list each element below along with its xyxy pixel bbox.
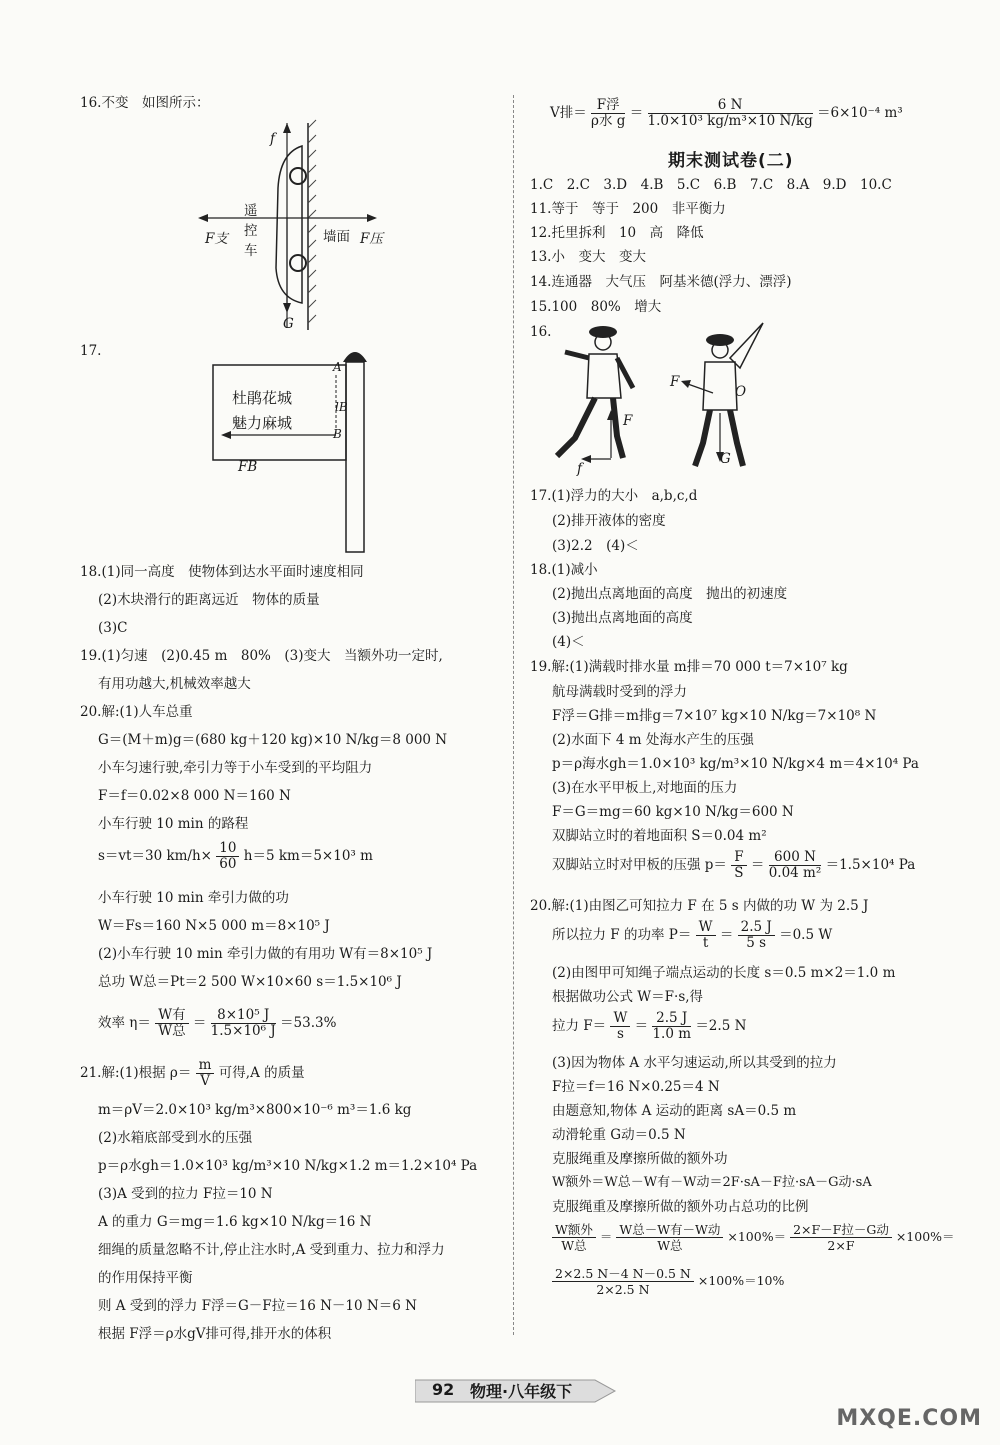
r-q17-line-1: 17.(1)浮力的大小 a,b,c,d	[530, 488, 698, 504]
q16r-f-label: f	[577, 461, 582, 477]
q20-line-5: 小车行驶 10 min 的路程	[98, 816, 249, 832]
r-q18-line-2: (2)抛出点离地面的高度 抛出的初速度	[552, 586, 788, 602]
q18-line-2: (2)木块滑行的距离远近 物体的质量	[98, 592, 320, 608]
r-q19-pressure-equation: 双脚站立时对甲板的压强 p＝ $\frac{F}{S}$ ＝ $\frac{600 N}{\text{0.04 m²}}$ ＝1.5×10⁴ Pa	[552, 849, 916, 881]
q17-fb-label: FB	[238, 459, 258, 475]
r-q20-force-equation: 拉力 F＝ $\frac{W}{s}$ ＝ $\frac{2.5 J}{1.0 m}$ ＝2.5 N	[552, 1010, 747, 1042]
q16r-F2-label: F	[670, 374, 680, 390]
q21-line-5: (3)A 受到的拉力 F拉＝10 N	[98, 1186, 273, 1202]
r-q18-line-3: (3)抛出点离地面的高度	[552, 610, 693, 626]
q16-f-label: f	[270, 131, 275, 147]
q20-distance-equation: s＝vt＝30 km/h× $\frac{10}{60}$ h＝5 km＝5×10³ m	[98, 840, 373, 872]
q16r-F-label: F	[623, 413, 633, 429]
q17-lb-label: lB	[335, 400, 348, 414]
q16-car-label-1: 遥	[244, 203, 258, 219]
q17-a-label: A	[333, 360, 342, 374]
q16-fz-label: F支	[205, 231, 228, 247]
q21-line-9: 则 A 受到的浮力 F浮＝G－F拉＝16 N－10 N＝6 N	[98, 1298, 417, 1314]
r-q20-line-9: 克服绳重及摩擦所做的额外功	[552, 1151, 728, 1167]
r-answer-11: 11.等于 等于 200 非平衡力	[530, 201, 726, 217]
q20-line-4: F＝f＝0.02×8 000 N＝160 N	[98, 788, 291, 804]
footer-title: 物理·八年级下	[470, 1382, 573, 1401]
r-q20-line-11: 克服绳重及摩擦所做的额外功占总功的比例	[552, 1199, 809, 1215]
r-answer-1: 1.C 2.C 3.D 4.B 5.C 6.B 7.C 8.A 9.D 10.C	[530, 177, 892, 193]
q21-line-8: 的作用保持平衡	[98, 1270, 193, 1286]
r-q20-ratio-equation-2: $\frac{2\times 2.5 N-4 N-0.5 N}{2\times 2.5 N}$ ×100%＝10%	[552, 1266, 784, 1297]
q19-line-1: 19.(1)匀速 (2)0.45 m 80% (3)变大 当额外功一定时,	[80, 648, 443, 664]
q16-fy-label: F压	[360, 231, 383, 247]
r-q19-line-7: F＝G＝mg＝60 kg×10 N/kg＝600 N	[552, 804, 794, 820]
r-q19-line-3: F浮＝G排＝m排g＝7×10⁷ kg×10 N/kg＝7×10⁸ N	[552, 708, 877, 724]
q16r-O-label: O	[735, 384, 747, 400]
q21-line-6: A 的重力 G＝mg＝1.6 kg×10 N/kg＝16 N	[98, 1214, 372, 1230]
r-q18-line-1: 18.(1)减小	[530, 562, 598, 578]
q17-b-label: B	[333, 427, 342, 441]
page-number: 92	[432, 1380, 455, 1399]
q17-label: 17.	[80, 343, 102, 359]
q20-line-6: 小车行驶 10 min 牵引力做的功	[98, 890, 289, 906]
q20-line-1: 20.解:(1)人车总重	[80, 704, 193, 720]
r-answer-12: 12.托里拆利 10 高 降低	[530, 225, 704, 241]
r-q20-power-equation: 所以拉力 F 的功率 P＝ $\frac{W}{t}$ ＝ $\frac{2.5 J}{5 s}$ ＝0.5 W	[552, 919, 833, 951]
q20-line-8: (2)小车行驶 10 min 牵引力做的有用功 W有＝8×10⁵ J	[98, 946, 433, 962]
v-displaced-equation: V排＝ $\frac{\text{F浮}}{\text{ρ水 g}}$ ＝ $\frac{6 N}{\text{1.0×10³ kg/m³×10 N/kg}}$ ＝6×10⁻⁴ m³	[550, 97, 903, 129]
q21-line-2: m＝ρV＝2.0×10³ kg/m³×800×10⁻⁶ m³＝1.6 kg	[98, 1102, 412, 1118]
r-answer-14: 14.连通器 大气压 阿基米德(浮力、漂浮)	[530, 274, 792, 290]
r-q20-line-3: (2)由图甲可知绳子端点运动的长度 s＝0.5 m×2＝1.0 m	[552, 965, 896, 981]
watermark-text: MXQE.COM	[836, 1406, 982, 1431]
r-q20-line-4: 根据做功公式 W＝F·s,得	[552, 989, 704, 1005]
r-q19-line-1: 19.解:(1)满载时排水量 m排＝70 000 t＝7×10⁷ kg	[530, 659, 848, 675]
column-divider	[513, 95, 514, 1335]
q17-billboard-diagram	[205, 340, 385, 555]
q21-line-1: 21.解:(1)根据 ρ＝ $\frac{m}{V}$ 可得,A 的质量	[80, 1057, 305, 1089]
q16-car-label-2: 控	[244, 223, 258, 239]
section-title: 期末测试卷(二)	[668, 151, 794, 171]
r-answer-13: 13.小 变大 变大	[530, 249, 646, 265]
r-q19-line-5: p＝ρ海水gh＝1.0×10³ kg/m³×10 N/kg×4 m＝4×10⁴ Pa	[552, 756, 919, 772]
q16-force-diagram	[190, 118, 390, 333]
r-q20-line-1: 20.解:(1)由图乙可知拉力 F 在 5 s 内做的功 W 为 2.5 J	[530, 898, 869, 914]
sign-line-1: 杜鹃花城	[232, 389, 293, 407]
q16-answer: 16.不变 如图所示：	[80, 95, 210, 111]
r-q17-line-3: (3)2.2 (4)＜	[552, 538, 639, 554]
r-q19-line-8: 双脚站立时的着地面积 S＝0.04 m²	[552, 828, 767, 844]
q18-line-3: (3)C	[98, 620, 128, 636]
r-q20-line-6: F拉＝f＝16 N×0.25＝4 N	[552, 1079, 720, 1095]
q20-line-3: 小车匀速行驶,牵引力等于小车受到的平均阻力	[98, 760, 373, 776]
r-q18-line-4: (4)＜	[552, 634, 585, 650]
r-q19-line-6: (3)在水平甲板上,对地面的压力	[552, 780, 738, 796]
q16-g-label: G	[283, 316, 294, 332]
q16-wall-label: 墙面	[323, 229, 350, 245]
q20-efficiency-equation: 效率 η＝ $\frac{\text{W有}}{\text{W总}}$ ＝ $\frac{\text{8×10⁵ J}}{\text{1.5×10⁶ J}}$ ＝53.3%	[98, 1007, 337, 1039]
q18-line-1: 18.(1)同一高度 使物体到达水平面时速度相同	[80, 564, 364, 580]
q21-line-4: p＝ρ水gh＝1.0×10³ kg/m³×10 N/kg×1.2 m＝1.2×10⁴ Pa	[98, 1158, 478, 1174]
r-q19-line-2: 航母满载时受到的浮力	[552, 684, 687, 700]
r-answer-15: 15.100 80% 增大	[530, 299, 662, 315]
q16-car-label-3: 车	[244, 243, 258, 259]
r-q20-line-10: W额外＝W总－W有－W动＝2F·sA－F拉·sA－G动·sA	[552, 1175, 872, 1190]
r-answer-16: 16.	[530, 324, 552, 340]
q20-line-9: 总功 W总＝Pt＝2 500 W×10×60 s＝1.5×10⁶ J	[98, 974, 402, 990]
r-q20-line-8: 动滑轮重 G动＝0.5 N	[552, 1127, 686, 1143]
q20-line-2: G＝(M＋m)g＝(680 kg＋120 kg)×10 N/kg＝8 000 N	[98, 732, 448, 748]
r-q20-line-7: 由题意知,物体 A 运动的距离 sA＝0.5 m	[552, 1103, 797, 1119]
r-q17-line-2: (2)排开液体的密度	[552, 513, 666, 529]
q21-line-10: 根据 F浮＝ρ水gV排可得,排开水的体积	[98, 1326, 332, 1342]
r-q20-line-5: (3)因为物体 A 水平匀速运动,所以其受到的拉力	[552, 1055, 837, 1071]
q16r-G-label: G	[720, 451, 731, 467]
q21-line-3: (2)水箱底部受到水的压强	[98, 1130, 253, 1146]
r-q20-ratio-equation-1: $\frac{\text{W额外}}{\text{W总}}$ ＝ $\frac{\text{W总－W有－W动}}{\text{W总}}$ ×100%＝ $\frac{\text{2×F－F拉－G动}}{2\times F}$ ×100%＝	[552, 1222, 955, 1253]
q20-line-7: W＝Fs＝160 N×5 000 m＝8×10⁵ J	[98, 918, 330, 934]
q21-line-7: 细绳的质量忽略不计,停止注水时,A 受到重力、拉力和浮力	[98, 1242, 445, 1258]
r-q19-line-4: (2)水面下 4 m 处海水产生的压强	[552, 732, 754, 748]
sign-line-2: 魅力麻城	[232, 414, 293, 432]
q19-line-2: 有用功越大,机械效率越大	[98, 676, 251, 692]
